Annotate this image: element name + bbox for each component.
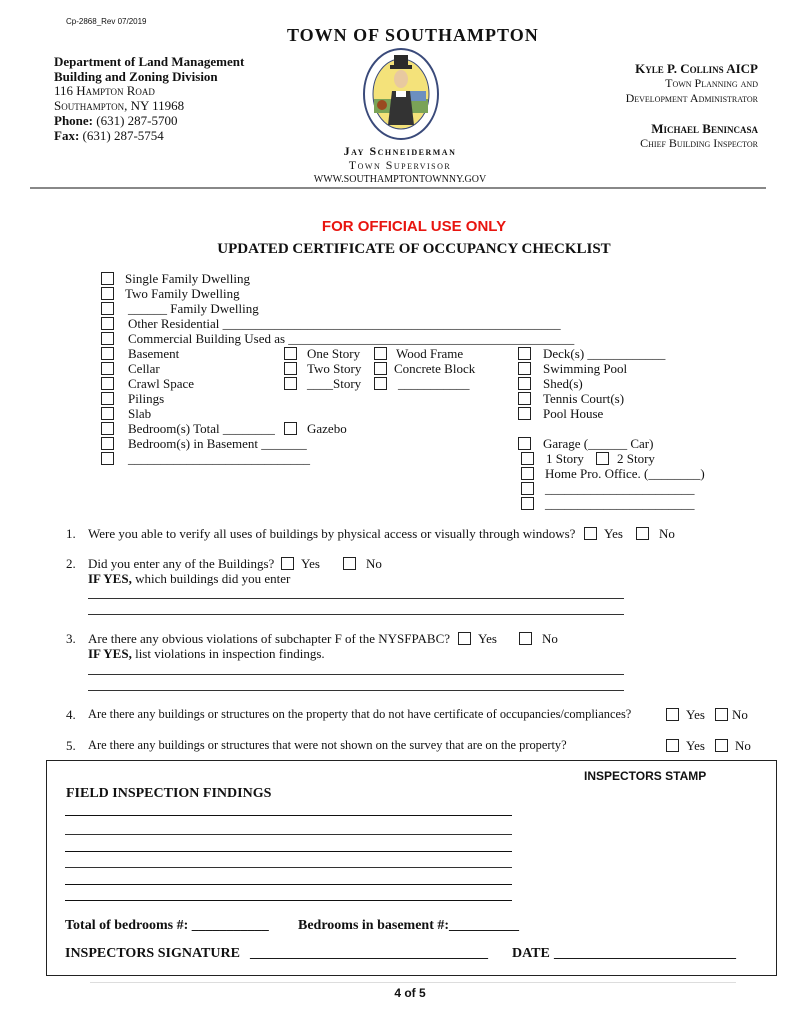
findings-line[interactable] — [65, 851, 512, 852]
checkbox-two-story[interactable] — [284, 362, 297, 375]
question-text: Are there any obvious violations of subchapter F of the NYSFPABC? — [88, 631, 451, 646]
total-bedrooms-field[interactable]: Total of bedrooms #: ___________ — [65, 918, 269, 933]
findings-line[interactable] — [65, 815, 512, 816]
findings-line[interactable] — [65, 834, 512, 835]
label-right-blank-2: _______________________ — [545, 496, 695, 511]
division-name: Building and Zoning Division — [54, 69, 218, 84]
form-title: UPDATED CERTIFICATE OF OCCUPANCY CHECKLIST — [217, 241, 611, 257]
label-garage: Garage (______ Car) — [543, 436, 654, 451]
label-n-story: ____Story — [307, 376, 362, 391]
checkbox-other-residential[interactable] — [101, 317, 114, 330]
question-text: Were you able to verify all uses of buildings by physical access or visually through windows? — [88, 526, 576, 541]
checkbox-garage[interactable] — [518, 437, 531, 450]
checkbox-crawl-space[interactable] — [101, 377, 114, 390]
findings-heading: FIELD INSPECTION FINDINGS — [66, 786, 272, 801]
label-slab: Slab — [128, 406, 152, 421]
date-label: DATE — [512, 946, 550, 961]
label-single-family: Single Family Dwelling — [125, 271, 250, 286]
checkbox-q2-no[interactable] — [343, 557, 356, 570]
label-right-blank-1: _______________________ — [545, 481, 695, 496]
label-other-residential: Other Residential ____________________________________________________ — [128, 316, 561, 331]
label-basement: Basement — [128, 346, 180, 361]
checkbox-commercial[interactable] — [101, 332, 114, 345]
label-garage-1-story: 1 Story — [546, 451, 584, 466]
label-home-office: Home Pro. Office. (________) — [545, 466, 705, 481]
website-link[interactable]: WWW.SOUTHAMPTONTOWNNY.GOV — [313, 174, 487, 185]
phone: Phone: (631) 287-5700 — [54, 113, 178, 128]
label-crawl-space: Crawl Space — [128, 376, 195, 391]
town-seal-logo — [362, 47, 440, 141]
checkbox-q2-yes[interactable] — [281, 557, 294, 570]
yes-label: Yes — [301, 556, 320, 571]
checkbox-home-office[interactable] — [521, 467, 534, 480]
question-number: 5. — [66, 738, 76, 753]
checkbox-tennis-court[interactable] — [518, 392, 531, 405]
yes-label: Yes — [478, 631, 497, 646]
yes-label: Yes — [604, 526, 623, 541]
answer-line[interactable] — [88, 598, 624, 599]
footer-divider — [90, 982, 736, 983]
checkbox-swimming-pool[interactable] — [518, 362, 531, 375]
label-two-family: Two Family Dwelling — [125, 286, 240, 301]
label-pool-house: Pool House — [543, 406, 604, 421]
inspectors-stamp-label: INSPECTORS STAMP — [584, 769, 707, 783]
label-other-blank: ____________________________ — [128, 451, 310, 466]
label-one-story: One Story — [307, 346, 361, 361]
checkbox-q5-no[interactable] — [715, 739, 728, 752]
no-label: No — [735, 738, 751, 753]
answer-line[interactable] — [88, 614, 624, 615]
checkbox-cellar[interactable] — [101, 362, 114, 375]
checkbox-other-blank[interactable] — [101, 452, 114, 465]
checkbox-single-family[interactable] — [101, 272, 114, 285]
official1-title-2: Development Administrator — [625, 91, 758, 105]
checkbox-right-blank-1[interactable] — [521, 482, 534, 495]
official1-name: Kyle P. Collins AICP — [635, 61, 758, 76]
if-yes-label: IF YES, — [88, 646, 132, 661]
dept-name: Department of Land Management — [54, 54, 245, 69]
checkbox-slab[interactable] — [101, 407, 114, 420]
yes-label: Yes — [686, 707, 705, 722]
findings-line[interactable] — [65, 900, 512, 901]
label-two-story: Two Story — [307, 361, 362, 376]
label-wood-frame: Wood Frame — [396, 346, 464, 361]
checkbox-q4-no[interactable] — [715, 708, 728, 721]
question-number: 4. — [66, 707, 76, 722]
findings-line[interactable] — [65, 867, 512, 868]
official1-title-1: Town Planning and — [665, 76, 758, 90]
question-number: 1. — [66, 526, 76, 541]
question-text: Did you enter any of the Buildings? — [88, 556, 275, 571]
supervisor-name: Jay Schneiderman — [343, 144, 457, 158]
checkbox-basement[interactable] — [101, 347, 114, 360]
signature-field[interactable]: __________________________________ — [250, 946, 488, 961]
answer-line[interactable] — [88, 690, 624, 691]
no-label: No — [732, 707, 748, 722]
checkbox-garage-2-story[interactable] — [596, 452, 609, 465]
official2-name: Michael Benincasa — [651, 121, 758, 136]
yes-label: Yes — [686, 738, 705, 753]
label-cellar: Cellar — [128, 361, 160, 376]
checkbox-q4-yes[interactable] — [666, 708, 679, 721]
label-sheds: Shed(s) — [543, 376, 583, 391]
answer-line[interactable] — [88, 674, 624, 675]
checkbox-q3-no[interactable] — [519, 632, 532, 645]
question-number: 2. — [66, 556, 76, 571]
form-code: Cp-2868_Rev 07/2019 — [66, 17, 147, 26]
label-tennis-court: Tennis Court(s) — [543, 391, 625, 406]
address-line-1: 116 Hampton Road — [54, 83, 155, 98]
if-yes-label: IF YES, — [88, 571, 132, 586]
no-label: No — [366, 556, 382, 571]
follow-up-text: which buildings did you enter — [131, 571, 291, 586]
question-text: Are there any buildings or structures on the property that do not have certificate of occupancies/compliances? — [88, 707, 632, 721]
label-garage-2-story: 2 Story — [617, 451, 655, 466]
checkbox-sheds[interactable] — [518, 377, 531, 390]
findings-line[interactable] — [65, 884, 512, 885]
checkbox-q1-no[interactable] — [636, 527, 649, 540]
basement-bedrooms-field[interactable]: Bedrooms in basement #:__________ — [298, 918, 520, 933]
checkbox-wood-frame[interactable] — [374, 347, 387, 360]
checkbox-pool-house[interactable] — [518, 407, 531, 420]
label-construction-other: ___________ — [398, 376, 470, 391]
checkbox-garage-1-story[interactable] — [521, 452, 534, 465]
checkbox-concrete-block[interactable] — [374, 362, 387, 375]
question-number: 3. — [66, 631, 76, 646]
label-pilings: Pilings — [128, 391, 165, 406]
checkbox-bedrooms-total[interactable] — [101, 422, 114, 435]
label-gazebo: Gazebo — [307, 421, 347, 436]
checkbox-q3-yes[interactable] — [458, 632, 471, 645]
no-label: No — [659, 526, 675, 541]
address-line-2: Southampton, NY 11968 — [54, 98, 185, 113]
checkbox-pilings[interactable] — [101, 392, 114, 405]
label-decks: Deck(s) ____________ — [543, 346, 666, 361]
follow-up-text: list violations in inspection findings. — [131, 646, 325, 661]
checkbox-one-story[interactable] — [284, 347, 297, 360]
checkbox-two-family[interactable] — [101, 287, 114, 300]
official2-title: Chief Building Inspector — [640, 136, 758, 150]
checkbox-construction-other[interactable] — [374, 377, 387, 390]
label-concrete-block: Concrete Block — [394, 361, 476, 376]
checkbox-right-blank-2[interactable] — [521, 497, 534, 510]
town-title: TOWN OF SOUTHAMPTON — [287, 25, 539, 45]
no-label: No — [542, 631, 558, 646]
signature-label: INSPECTORS SIGNATURE — [65, 946, 240, 961]
question-text: Are there any buildings or structures that were not shown on the survey that are on the property? — [88, 738, 567, 752]
page-number: 4 of 5 — [394, 986, 426, 1000]
label-commercial: Commercial Building Used as ____________________________________________ — [128, 331, 575, 346]
checkbox-family-dwelling[interactable] — [101, 302, 114, 315]
label-family-dwelling: ______ Family Dwelling — [128, 301, 259, 316]
date-field[interactable]: __________________________ — [554, 946, 736, 961]
checkbox-n-story[interactable] — [284, 377, 297, 390]
checkbox-gazebo[interactable] — [284, 422, 297, 435]
label-bedrooms-basement: Bedroom(s) in Basement _______ — [128, 436, 307, 451]
fax: Fax: (631) 287-5754 — [54, 128, 164, 143]
header-divider — [30, 187, 766, 189]
checkbox-q1-yes[interactable] — [584, 527, 597, 540]
label-bedrooms-total: Bedroom(s) Total ________ — [128, 421, 275, 436]
supervisor-title: Town Supervisor — [348, 158, 452, 172]
checkbox-bedrooms-basement[interactable] — [101, 437, 114, 450]
checkbox-q5-yes[interactable] — [666, 739, 679, 752]
official-use-label: FOR OFFICIAL USE ONLY — [321, 218, 507, 235]
checkbox-decks[interactable] — [518, 347, 531, 360]
label-swimming-pool: Swimming Pool — [543, 361, 628, 376]
